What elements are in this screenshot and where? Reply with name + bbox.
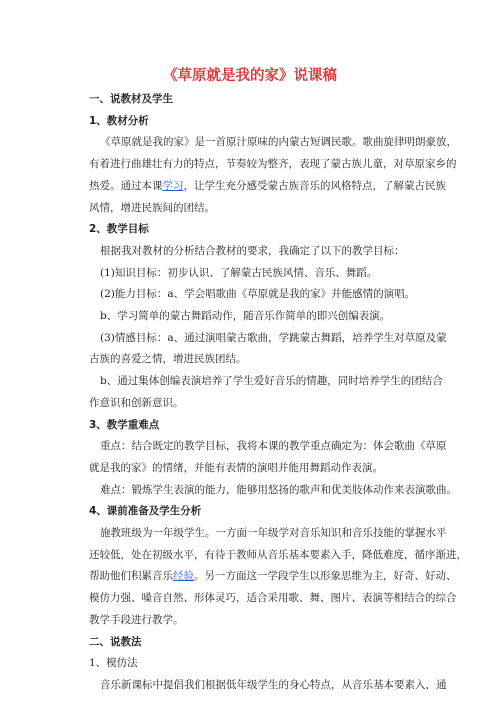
body-text-line: 音乐新课标中提倡我们根据低年级学生的身心特点，从音乐基本要素入，通 [100, 678, 447, 691]
body-text-line: 教学手段进行教学。 [89, 613, 184, 626]
text-segment: ，让学生充分感受蒙古族音乐的风格特点，了解蒙古民族 [183, 179, 446, 192]
body-text-line: b、学习简单的蒙古舞蹈动作，随音乐作简单的即兴创编表演。 [100, 310, 391, 322]
body-text-line: b、通过集体创编表演培养了学生爱好音乐的情趣，同时培养学生的团结合 [100, 375, 443, 388]
inline-link[interactable]: 学习 [162, 179, 184, 192]
body-text-line: 施教班级为一年级学生。一方面一年级学对音乐知识和音乐技能的掌握水平 [100, 527, 447, 539]
text-segment: 帮助他们积累音乐 [89, 570, 173, 583]
body-text-line: 风情，增进民族间的团结。 [89, 201, 215, 214]
section-heading: 一、说教材及学生 [89, 93, 173, 105]
body-text-line: 模仿力强、嗓音自然、形体灵巧，适合采用歌、舞、图片、表演等相结合的综合 [89, 592, 457, 605]
body-text-line [89, 569, 457, 583]
body-text-line: 还较低，处在初级水平，有待于教师从音乐基本要素入手，降低难度，循序渐进， [89, 548, 467, 561]
inline-link[interactable]: 经验 [173, 570, 194, 583]
body-text-line: 《草原就是我的家》是一首原汁原味的内蒙古短调民歌。歌曲旋律明朗豪放， [100, 136, 457, 149]
subsection-heading: 2、教学目标 [89, 223, 149, 236]
body-text-line: 重点：结合既定的教学目标，我将本课的教学重点确定为：体会歌曲《草原 [100, 440, 447, 453]
body-text-line: 难点：锻炼学生表演的能力，能够用悠扬的歌声和优美肢体动作来表演歌曲。 [100, 483, 457, 496]
body-text-line: 作意识和创新意识。 [89, 396, 184, 409]
document-title: 《草原就是我的家》说课稿 [163, 68, 337, 84]
text-segment: 热爱。通过本课 [89, 179, 163, 192]
body-text-line: 根据我对教材的分析结合教材的要求，我确定了以下的教学目标： [100, 244, 405, 257]
body-text-line [89, 179, 446, 193]
text-segment: 。另一方面这一学段学生以形象思维为主，好奇、好动、 [194, 570, 457, 583]
subsection-heading: 4、课前准备及学生分析 [89, 505, 202, 518]
body-text-line: (2)能力目标：a、学会唱歌曲《草原就是我的家》并能感情的演唱。 [100, 288, 416, 301]
subsection-heading: 3、教学重难点 [89, 418, 160, 431]
section-heading: 二、说教法 [89, 635, 142, 648]
body-text-line: 古族的喜爱之情，增进民族团结。 [89, 353, 247, 366]
body-text-line: 1、模仿法 [89, 657, 138, 670]
body-text-line: 有着进行曲雄壮有力的特点，节奏较为整齐，表现了蒙古族儿童，对草原家乡的 [89, 158, 457, 171]
body-text-line: (3)情感目标：a、通过演唱蒙古歌曲，学跳蒙古舞蹈，培养学生对草原及蒙 [100, 331, 447, 344]
body-text-line: (1)知识目标：初步认识、了解蒙古民族风情、音乐、舞蹈。 [100, 266, 378, 279]
subsection-heading: 1、教材分析 [89, 114, 149, 127]
body-text-line: 就是我的家》的情绪，并能有表情的演唱并能用舞蹈动作表演。 [89, 461, 383, 474]
